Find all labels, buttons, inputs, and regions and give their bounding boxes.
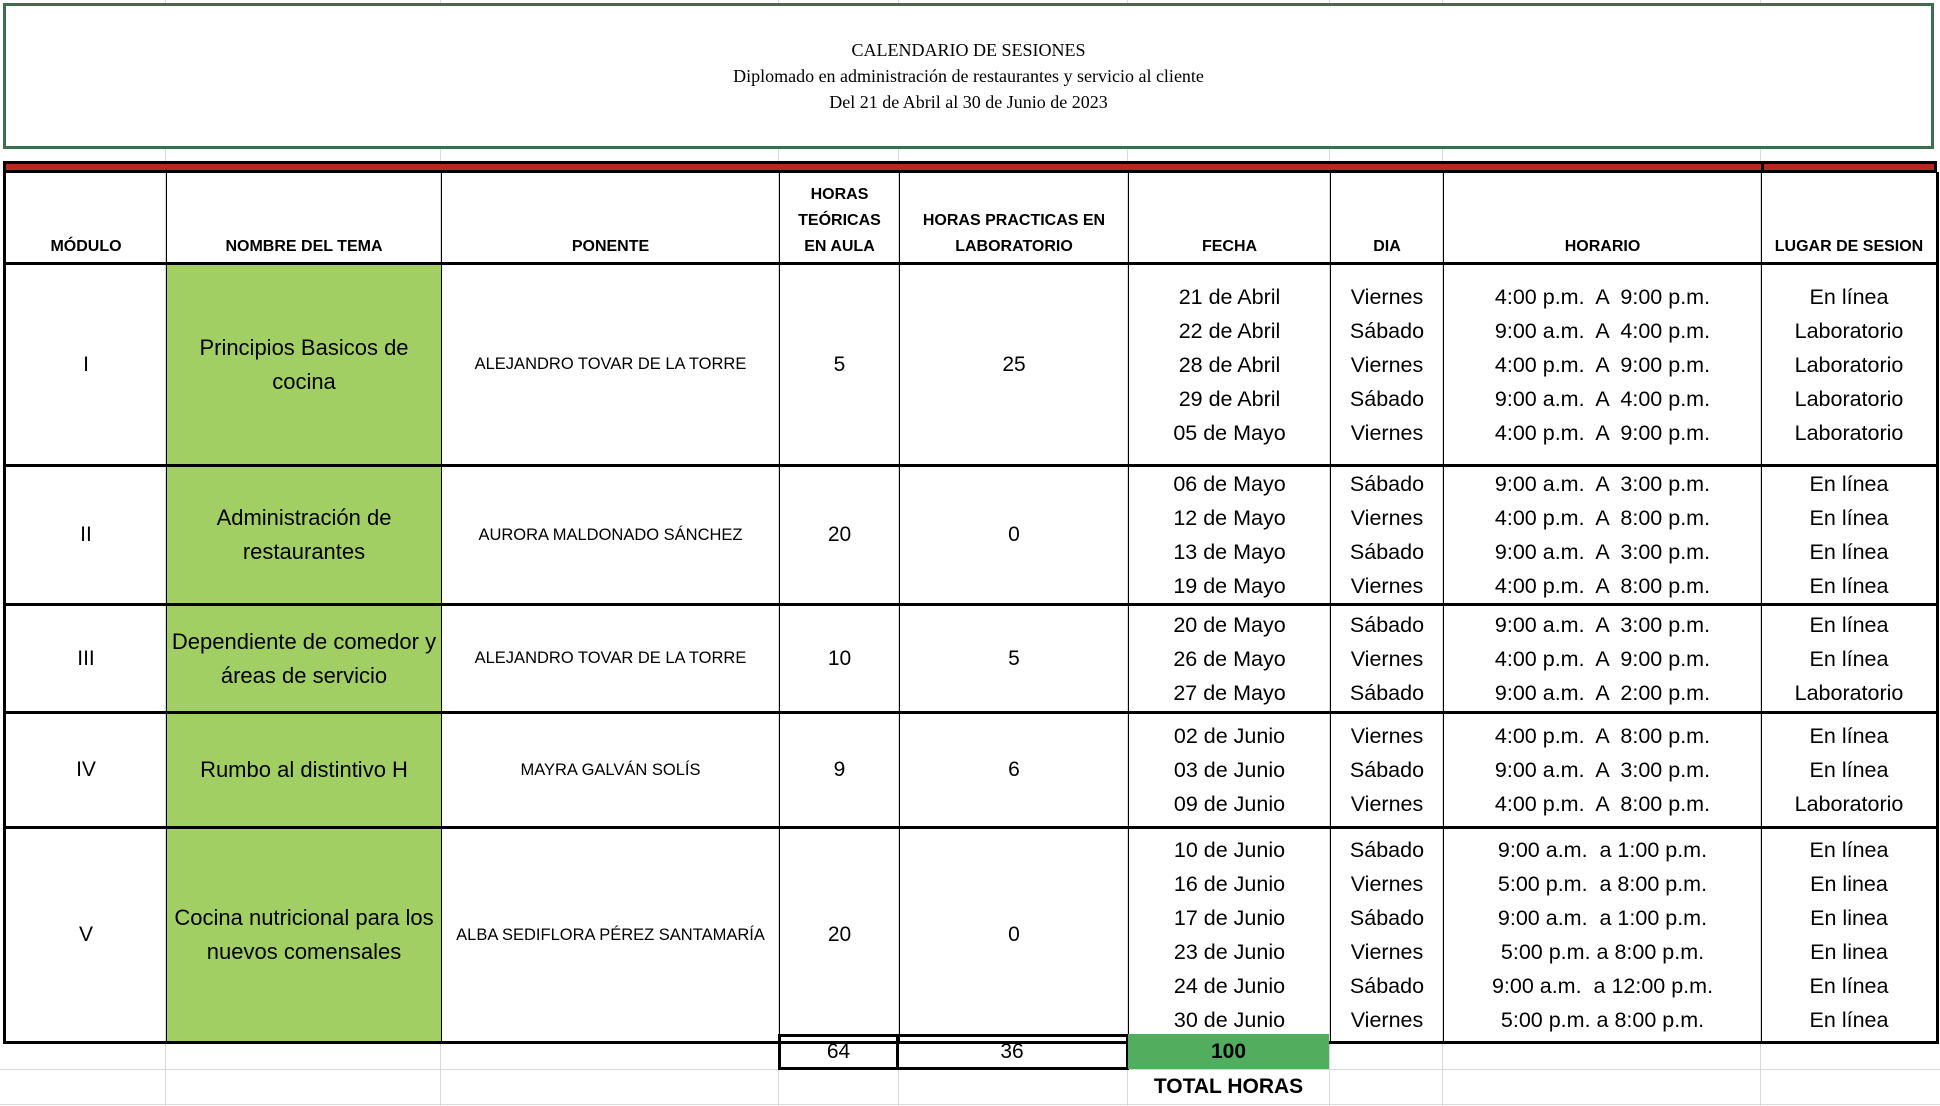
module-horas-teoricas: 10 xyxy=(780,605,900,713)
module-number: II xyxy=(5,466,167,605)
module-speaker: AURORA MALDONADO SÁNCHEZ xyxy=(442,466,780,605)
session-day: Viernes xyxy=(1350,724,1424,748)
session-time: 9:00 a.m. A 3:00 p.m. xyxy=(1494,472,1711,496)
total-horas-value: 100 xyxy=(1128,1034,1329,1069)
session-location: Laboratorio xyxy=(1794,792,1904,816)
header-line: EN AULA xyxy=(804,238,875,255)
col-header-tema: NOMBRE DEL TEMA xyxy=(167,173,442,264)
col-header-horas-teoricas xyxy=(780,173,900,264)
module-theme: Administración de restaurantes xyxy=(167,466,442,605)
accent-stripe xyxy=(1764,164,1934,170)
session-date: 10 de Junio xyxy=(1173,838,1286,862)
total-horas-label: TOTAL HORAS xyxy=(1153,1075,1304,1098)
session-time: 9:00 a.m. A 4:00 p.m. xyxy=(1494,386,1711,411)
session-date: 06 de Mayo xyxy=(1173,472,1286,496)
session-dates xyxy=(1129,605,1331,713)
module-horas-practicas: 5 xyxy=(900,605,1129,713)
module-row xyxy=(5,713,1938,828)
session-location: En línea xyxy=(1809,506,1889,530)
schedule-table xyxy=(3,172,1939,1044)
session-time: 9:00 a.m. A 3:00 p.m. xyxy=(1494,612,1711,637)
session-days xyxy=(1331,713,1444,828)
session-day: Sábado xyxy=(1349,612,1425,637)
session-location: En línea xyxy=(1809,612,1889,637)
session-day: Viernes xyxy=(1350,792,1424,816)
session-location: En línea xyxy=(1809,974,1889,998)
session-location: Laboratorio xyxy=(1794,386,1904,411)
header-row xyxy=(5,173,1938,264)
session-locations xyxy=(1762,713,1938,828)
session-time: 9:00 a.m. A 3:00 p.m. xyxy=(1494,540,1711,564)
session-time: 9:00 a.m. A 2:00 p.m. xyxy=(1494,680,1711,705)
session-days xyxy=(1331,264,1444,466)
module-number: IV xyxy=(5,713,167,828)
session-time: 4:00 p.m. A 8:00 p.m. xyxy=(1494,724,1711,748)
session-day: Viernes xyxy=(1350,646,1424,671)
module-theme: Dependiente de comedor y áreas de servicio xyxy=(167,605,442,713)
total-horas-practicas: 36 xyxy=(896,1034,1129,1070)
session-times xyxy=(1444,828,1762,1043)
session-location: En línea xyxy=(1809,574,1889,598)
session-date: 30 de Junio xyxy=(1173,1008,1286,1032)
module-speaker: ALEJANDRO TOVAR DE LA TORRE xyxy=(442,264,780,466)
session-day: Sábado xyxy=(1349,838,1425,862)
session-time: 4:00 p.m. A 9:00 p.m. xyxy=(1494,646,1711,671)
header-line: TEÓRICAS xyxy=(798,212,881,229)
session-day: Viernes xyxy=(1350,352,1424,377)
session-dates xyxy=(1129,828,1331,1043)
document-title: CALENDARIO DE SESIONES xyxy=(851,40,1086,60)
total-horas-teoricas: 64 xyxy=(778,1034,899,1070)
session-location: Laboratorio xyxy=(1794,680,1904,705)
session-time: 9:00 a.m. a 1:00 p.m. xyxy=(1497,838,1708,862)
session-date: 29 de Abril xyxy=(1178,386,1281,411)
session-times xyxy=(1444,466,1762,605)
col-header-dia: DIA xyxy=(1331,173,1444,264)
program-name: Diplomado en administración de restaurantes y servicio al cliente xyxy=(733,66,1204,86)
session-time: 9:00 a.m. A 4:00 p.m. xyxy=(1494,318,1711,343)
session-days xyxy=(1331,828,1444,1043)
session-location: En linea xyxy=(1810,872,1888,896)
session-day: Sábado xyxy=(1349,758,1425,782)
session-day: Viernes xyxy=(1350,574,1424,598)
session-time: 5:00 p.m. a 8:00 p.m. xyxy=(1500,1008,1705,1032)
session-time: 9:00 a.m. a 1:00 p.m. xyxy=(1497,906,1708,930)
session-day: Viernes xyxy=(1350,506,1424,530)
session-time: 4:00 p.m. A 9:00 p.m. xyxy=(1494,284,1711,309)
session-locations xyxy=(1762,605,1938,713)
session-day: Sábado xyxy=(1349,540,1425,564)
session-locations xyxy=(1762,828,1938,1043)
col-header-ponente: PONENTE xyxy=(442,173,780,264)
session-locations xyxy=(1762,466,1938,605)
session-date: 27 de Mayo xyxy=(1173,680,1286,705)
session-date: 22 de Abril xyxy=(1178,318,1281,343)
session-day: Sábado xyxy=(1349,386,1425,411)
module-row xyxy=(5,264,1938,466)
module-horas-practicas: 25 xyxy=(900,264,1129,466)
session-location: En linea xyxy=(1810,906,1888,930)
col-header-horario: HORARIO xyxy=(1444,173,1762,264)
session-time: 9:00 a.m. a 12:00 p.m. xyxy=(1491,974,1714,998)
session-time: 9:00 a.m. A 3:00 p.m. xyxy=(1494,758,1711,782)
module-horas-teoricas: 20 xyxy=(780,466,900,605)
session-date: 26 de Mayo xyxy=(1173,646,1286,671)
module-theme: Principios Basicos de cocina xyxy=(167,264,442,466)
session-dates xyxy=(1129,713,1331,828)
module-horas-practicas: 0 xyxy=(900,466,1129,605)
session-date: 02 de Junio xyxy=(1173,724,1286,748)
session-location: En línea xyxy=(1809,758,1889,782)
session-dates xyxy=(1129,466,1331,605)
session-time: 5:00 p.m. a 8:00 p.m. xyxy=(1500,940,1705,964)
session-date: 03 de Junio xyxy=(1173,758,1286,782)
module-row xyxy=(5,828,1938,1043)
module-horas-practicas: 0 xyxy=(900,828,1129,1043)
session-date: 24 de Junio xyxy=(1173,974,1286,998)
session-location: En línea xyxy=(1809,838,1889,862)
session-times xyxy=(1444,264,1762,466)
session-date: 21 de Abril xyxy=(1178,284,1281,309)
header-line: LABORATORIO xyxy=(955,238,1073,255)
module-horas-teoricas: 5 xyxy=(780,264,900,466)
session-dates xyxy=(1129,264,1331,466)
col-header-lugar: LUGAR DE SESION xyxy=(1762,173,1938,264)
session-location: En línea xyxy=(1809,1008,1889,1032)
session-time: 5:00 p.m. a 8:00 p.m. xyxy=(1497,872,1708,896)
session-date: 19 de Mayo xyxy=(1173,574,1286,598)
session-date: 05 de Mayo xyxy=(1173,420,1286,445)
session-location: En línea xyxy=(1809,724,1889,748)
session-days xyxy=(1331,605,1444,713)
module-speaker: ALBA SEDIFLORA PÉREZ SANTAMARÍA xyxy=(442,828,780,1043)
col-header-fecha: FECHA xyxy=(1129,173,1331,264)
session-day: Viernes xyxy=(1350,1008,1424,1032)
session-location: En línea xyxy=(1809,646,1889,671)
module-rows xyxy=(5,264,1938,1043)
col-header-modulo: MÓDULO xyxy=(5,173,167,264)
session-times xyxy=(1444,713,1762,828)
session-time: 4:00 p.m. A 9:00 p.m. xyxy=(1494,352,1711,377)
module-horas-practicas: 6 xyxy=(900,713,1129,828)
session-day: Sábado xyxy=(1349,318,1425,343)
module-horas-teoricas: 9 xyxy=(780,713,900,828)
accent-stripe xyxy=(6,164,1761,170)
session-time: 4:00 p.m. A 8:00 p.m. xyxy=(1494,792,1711,816)
session-day: Sábado xyxy=(1349,906,1425,930)
session-date: 09 de Junio xyxy=(1173,792,1286,816)
session-time: 4:00 p.m. A 8:00 p.m. xyxy=(1494,574,1711,598)
module-number: I xyxy=(5,264,167,466)
module-horas-teoricas: 20 xyxy=(780,828,900,1043)
module-speaker: MAYRA GALVÁN SOLÍS xyxy=(442,713,780,828)
session-date: 28 de Abril xyxy=(1178,352,1281,377)
session-time: 4:00 p.m. A 8:00 p.m. xyxy=(1494,506,1711,530)
session-date: 20 de Mayo xyxy=(1173,612,1286,637)
session-date: 12 de Mayo xyxy=(1173,506,1286,530)
session-date: 17 de Junio xyxy=(1173,906,1286,930)
session-day: Viernes xyxy=(1350,940,1424,964)
session-location: En línea xyxy=(1809,540,1889,564)
header-line: HORAS PRACTICAS EN xyxy=(922,212,1106,229)
session-time: 4:00 p.m. A 9:00 p.m. xyxy=(1494,420,1711,445)
session-day: Sábado xyxy=(1349,974,1425,998)
module-row xyxy=(5,466,1938,605)
gridline xyxy=(0,1104,1940,1105)
session-day: Sábado xyxy=(1349,472,1425,496)
date-range: Del 21 de Abril al 30 de Junio de 2023 xyxy=(829,92,1108,112)
session-day: Viernes xyxy=(1350,420,1424,445)
session-location: En línea xyxy=(1809,284,1889,309)
module-number: V xyxy=(5,828,167,1043)
session-date: 13 de Mayo xyxy=(1173,540,1286,564)
col-header-horas-practicas xyxy=(900,173,1129,264)
header-line: HORAS xyxy=(810,186,869,203)
session-locations xyxy=(1762,264,1938,466)
session-days xyxy=(1331,466,1444,605)
module-theme: Cocina nutricional para los nuevos comensales xyxy=(167,828,442,1043)
session-location: En línea xyxy=(1809,472,1889,496)
session-day: Sábado xyxy=(1349,680,1425,705)
session-location: En linea xyxy=(1810,940,1888,964)
module-theme: Rumbo al distintivo H xyxy=(167,713,442,828)
session-location: Laboratorio xyxy=(1794,352,1904,377)
module-row xyxy=(5,605,1938,713)
session-day: Viernes xyxy=(1350,284,1424,309)
session-location: Laboratorio xyxy=(1794,420,1904,445)
session-day: Viernes xyxy=(1350,872,1424,896)
session-location: Laboratorio xyxy=(1794,318,1904,343)
session-date: 16 de Junio xyxy=(1173,872,1286,896)
session-times xyxy=(1444,605,1762,713)
module-speaker: ALEJANDRO TOVAR DE LA TORRE xyxy=(442,605,780,713)
module-number: III xyxy=(5,605,167,713)
title-block xyxy=(3,3,1934,149)
session-date: 23 de Junio xyxy=(1173,940,1286,964)
